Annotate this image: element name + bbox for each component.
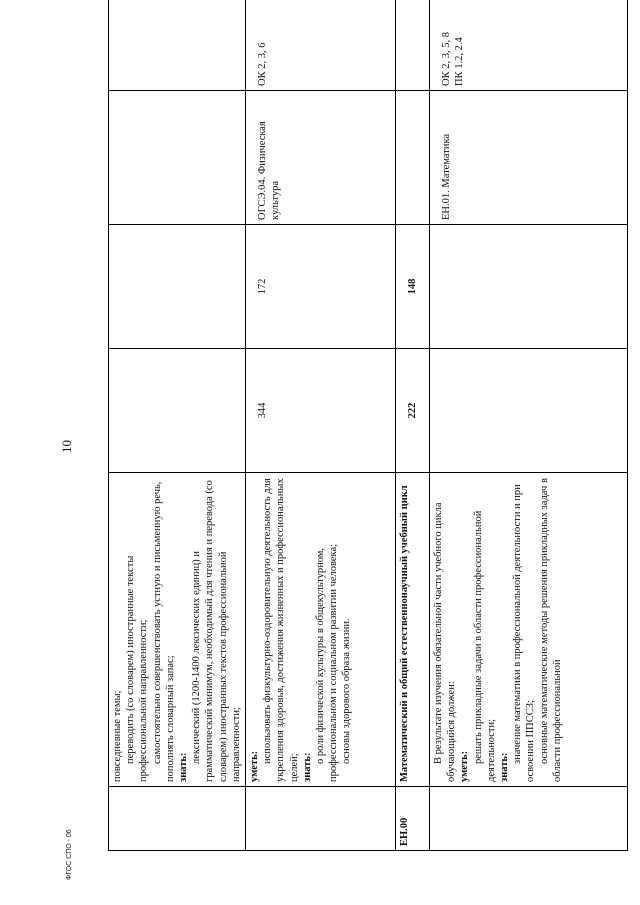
cell-required-hours: 172	[246, 225, 396, 349]
table-row	[396, 0, 430, 851]
content-paragraph: знать:	[499, 752, 511, 782]
cell-code: ЕН.00	[396, 787, 430, 851]
content-paragraph: повседневные темы;	[112, 690, 123, 782]
cell-code	[246, 787, 396, 851]
cell-competencies: ОК 2, 3, 6	[246, 0, 396, 91]
cell-content	[246, 473, 396, 787]
content-paragraph: переводить (со словарем) иностранные тексты профессиональной направленности;	[125, 555, 150, 782]
cell-discipline	[396, 91, 430, 225]
cell-competencies	[109, 0, 246, 91]
cell-max-load: 222	[396, 349, 430, 473]
cell-required-hours: 148	[396, 225, 430, 349]
cell-competencies	[396, 0, 430, 91]
cell-content	[396, 473, 430, 787]
content-paragraph: уметь:	[249, 750, 261, 782]
content-paragraph: уметь:	[459, 750, 471, 782]
table-row	[430, 0, 628, 851]
content-paragraph: основы здорового образа жизни.	[341, 618, 353, 764]
content-paragraph: основные математические методы решения прикладных задач в области профессиональной	[538, 478, 563, 782]
cell-competencies: ОК 2, 3, 5, 8 ПК 1.2, 2.4	[430, 0, 628, 91]
content-paragraph: самостоятельно совершенствовать устную и письменную речь, пополнять словарный запас;	[151, 481, 176, 782]
table-row	[246, 0, 396, 851]
cell-required-hours	[430, 225, 628, 349]
cell-discipline: ЕН.01. Математика	[430, 91, 628, 225]
content-paragraph: значение математики в профессиональной деятельности и при освоении ППССЗ;	[512, 484, 537, 782]
content-paragraph: знать:	[178, 752, 190, 782]
page-number: 10	[59, 440, 74, 453]
content-paragraph: решать прикладные задачи в области профессиональной деятельности;	[472, 510, 497, 782]
cell-max-load: 344	[246, 349, 396, 473]
curriculum-table-sheet	[108, 32, 628, 851]
content-paragraph: использовать физкультурно-оздоровительную деятельность для укрепления здоровья, достижения жизненных и профессиональных целей;	[262, 478, 300, 782]
cell-content	[109, 473, 246, 787]
content-paragraph: о роли физической культуры в общекультурном, профессиональном и социальном развитии человека;	[315, 543, 340, 782]
cell-required-hours	[109, 225, 246, 349]
table-row	[109, 0, 246, 851]
curriculum-table	[108, 0, 628, 851]
cell-max-load	[109, 349, 246, 473]
cell-code	[430, 787, 628, 851]
content-paragraph: Математический и общий естественнонаучный учебный цикл	[399, 485, 411, 782]
cell-max-load	[430, 349, 628, 473]
content-paragraph: лексический (1200-1400 лексических единиц) и грамматический минимум, необходимый для чтения и перевода (со словарем) иностранных текстов профессиональной направленности;	[191, 480, 242, 782]
cell-content	[430, 473, 628, 787]
footer-code: ФГОС СПО - 06	[66, 829, 73, 880]
content-paragraph: В результате изучения обязательной части учебного цикла обучающийся должен:	[433, 502, 458, 782]
cell-code	[109, 787, 246, 851]
cell-discipline	[109, 91, 246, 225]
content-paragraph: знать:	[301, 752, 313, 782]
cell-discipline: ОГСЭ.04. Физическая культура	[246, 91, 396, 225]
